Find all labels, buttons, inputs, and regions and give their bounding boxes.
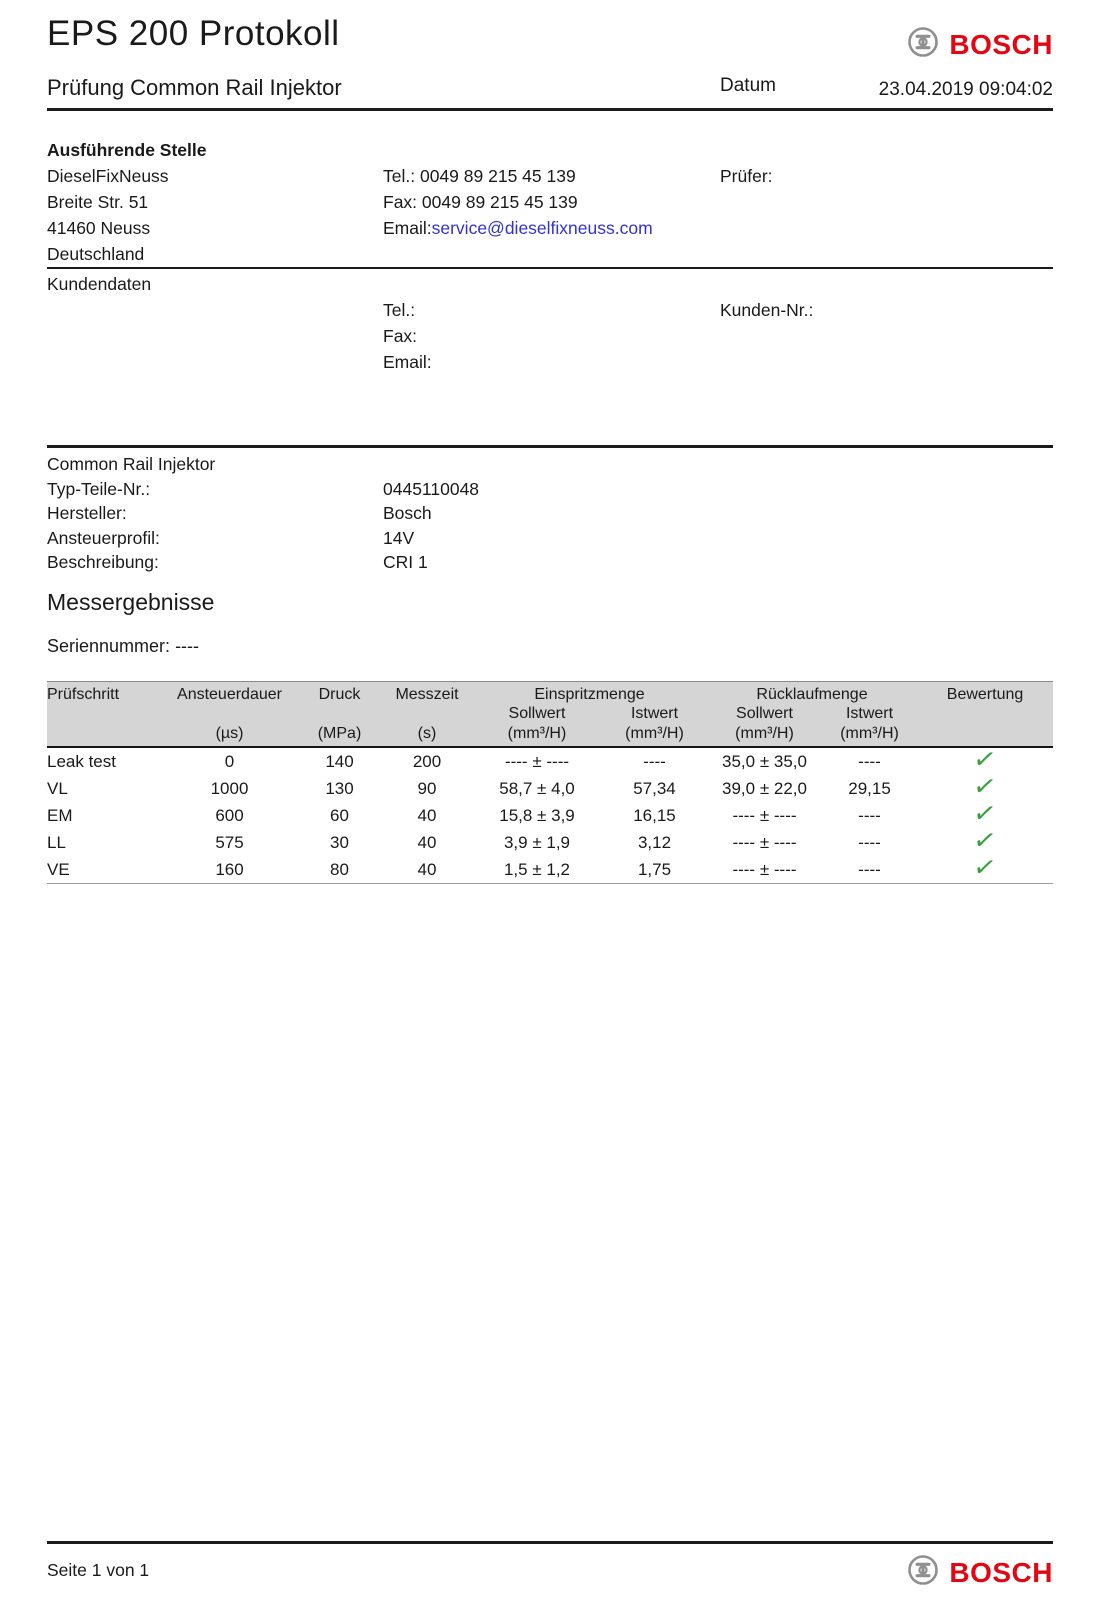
drive-profile-label: Ansteuerprofil:	[47, 527, 160, 548]
email-line: Email:service@dieselfixneuss.com	[383, 218, 653, 238]
address-line: Deutschland	[47, 244, 145, 264]
footer-divider	[47, 1541, 1053, 1544]
cell-injection-actual: 57,34	[633, 778, 676, 798]
cell-step: VE	[47, 856, 162, 884]
manufacturer-label: Hersteller:	[47, 503, 127, 523]
col-subheader-actual: Istwert	[630, 704, 679, 722]
document-header	[47, 14, 1053, 63]
executing-office-heading: Ausführende Stelle	[47, 140, 207, 160]
cell-pressure: 130	[325, 778, 354, 798]
cell-duration: 160	[162, 856, 297, 884]
cell-time: 40	[382, 856, 472, 884]
col-subheader-setpoint: Sollwert	[736, 704, 793, 722]
bosch-logo-footer	[907, 1554, 1053, 1591]
unit-flow: (mm³/H)	[472, 723, 602, 747]
fax-line: Fax: 0049 89 215 45 139	[383, 192, 578, 212]
col-header-rating: Bewertung	[917, 681, 1053, 704]
cell-return-actual: ----	[858, 751, 881, 771]
cell-step: EM	[47, 805, 73, 825]
address-line: DieselFixNeuss	[47, 166, 169, 186]
page-subtitle: Prüfung Common Rail Injektor	[47, 75, 342, 100]
customer-contact	[383, 297, 720, 375]
results-heading: Messergebnisse	[47, 588, 215, 615]
address-line: 41460 Neuss	[47, 218, 151, 238]
cell-rating	[917, 850, 1053, 884]
cell-pressure: 60	[330, 805, 349, 825]
cell-return-actual: ----	[822, 856, 917, 884]
cell-injection-actual: 1,75	[602, 856, 707, 884]
customer-heading: Kundendaten	[47, 274, 152, 294]
serial-number-line: Seriennummer: ----	[47, 635, 200, 656]
col-header-pressure: Druck	[297, 681, 382, 704]
cell-return-setpoint: 35,0 ± 35,0	[722, 751, 807, 771]
cell-injection-actual: ----	[643, 751, 666, 771]
cell-time: 40	[417, 805, 437, 825]
customer-address-empty	[47, 297, 383, 375]
pass-check-icon: ✓	[971, 823, 999, 856]
results-table-header	[47, 681, 1053, 747]
subtitle-row	[47, 75, 1053, 101]
bosch-logo	[907, 26, 1053, 63]
cell-injection-setpoint: 58,7 ± 4,0	[499, 778, 575, 798]
examiner-label: Prüfer:	[720, 166, 773, 186]
cell-return-actual: 29,15	[848, 778, 891, 798]
page-title: EPS 200 Protokoll	[47, 14, 340, 53]
cell-time: 90	[417, 778, 437, 798]
customer-section	[47, 271, 1053, 375]
cell-pressure: 80	[297, 856, 382, 884]
bosch-wordmark: BOSCH	[949, 28, 1053, 60]
cell-injection-setpoint: 1,5 ± 1,2	[472, 856, 602, 884]
unit-duration: (µs)	[162, 723, 297, 747]
date-label: Datum	[720, 75, 776, 96]
col-header-return: Rücklaufmenge	[707, 681, 917, 704]
table-row	[47, 802, 1053, 829]
document-footer	[47, 1541, 1053, 1591]
examiner-column	[720, 163, 1053, 267]
drive-profile-value: 14V	[383, 527, 415, 548]
col-header-step: Prüfschritt	[47, 681, 162, 704]
cell-return-setpoint: 39,0 ± 22,0	[722, 778, 807, 798]
unit-flow: (mm³/H)	[602, 723, 707, 747]
cell-return-setpoint: ---- ± ----	[732, 805, 797, 825]
type-part-no-value: 0445110048	[383, 478, 480, 499]
injector-divider	[47, 445, 1053, 448]
tel-line: Tel.: 0049 89 215 45 139	[383, 166, 576, 186]
cell-return-setpoint: ---- ± ----	[732, 832, 797, 852]
date-value: 23.04.2019 09:04:02	[878, 79, 1053, 100]
address-line: Breite Str. 51	[47, 192, 149, 212]
cell-pressure: 30	[330, 832, 349, 852]
cell-injection-setpoint: 15,8 ± 3,9	[499, 805, 575, 825]
col-header-injection: Einspritzmenge	[472, 681, 707, 704]
pass-check-icon: ✓	[971, 769, 999, 802]
col-header-duration: Ansteuerdauer	[162, 681, 297, 704]
table-row	[47, 829, 1053, 856]
page-number: Seite 1 von 1	[47, 1560, 150, 1580]
unit-pressure: (MPa)	[297, 723, 382, 747]
table-row	[47, 775, 1053, 802]
executing-office-contact	[383, 163, 720, 267]
manufacturer-value: Bosch	[383, 503, 432, 523]
cell-duration: 1000	[210, 778, 249, 798]
pass-check-icon: ✓	[971, 742, 999, 775]
cell-step: VL	[47, 778, 68, 798]
cell-pressure: 140	[325, 751, 354, 771]
unit-flow: (mm³/H)	[822, 723, 917, 747]
cell-return-actual: ----	[858, 805, 881, 825]
col-subheader-setpoint: Sollwert	[508, 704, 566, 722]
cell-duration: 0	[224, 751, 235, 771]
customer-tel-label: Tel.:	[383, 300, 416, 320]
unit-flow: (mm³/H)	[707, 723, 822, 747]
cell-injection-actual: 3,12	[637, 832, 672, 852]
cell-duration: 600	[215, 805, 244, 825]
bosch-armature-icon	[907, 1554, 939, 1591]
table-row	[47, 747, 1053, 775]
pass-check-icon: ✓	[971, 796, 999, 829]
description-value: CRI 1	[383, 552, 428, 572]
description-label: Beschreibung:	[47, 552, 159, 572]
cell-step: LL	[47, 832, 66, 852]
unit-time: (s)	[382, 723, 472, 747]
bosch-wordmark: BOSCH	[949, 1556, 1053, 1588]
cell-injection-setpoint: 3,9 ± 1,9	[503, 832, 571, 852]
cell-step: Leak test	[47, 751, 116, 771]
header-divider	[47, 108, 1053, 111]
results-table	[47, 681, 1053, 884]
customer-fax-label: Fax:	[383, 326, 418, 346]
table-row	[47, 856, 1053, 884]
customer-email-label: Email:	[383, 352, 432, 372]
col-header-time: Messzeit	[382, 681, 472, 704]
executing-office-section	[47, 137, 1053, 267]
cell-return-setpoint: ---- ± ----	[707, 856, 822, 884]
customer-number-column	[720, 297, 1053, 375]
pass-check-icon: ✓	[971, 850, 999, 883]
cell-injection-setpoint: ---- ± ----	[504, 751, 570, 771]
cell-duration: 575	[215, 832, 244, 852]
cell-time: 40	[417, 832, 437, 852]
cell-time: 200	[412, 751, 442, 771]
executing-office-address	[47, 163, 383, 267]
col-subheader-actual: Istwert	[845, 704, 894, 722]
customer-number-label: Kunden-Nr.:	[720, 300, 814, 320]
cell-injection-actual: 16,15	[633, 805, 676, 825]
injector-heading: Common Rail Injektor	[47, 454, 216, 474]
type-part-no-label: Typ-Teile-Nr.:	[47, 478, 151, 499]
injector-section	[47, 452, 1053, 575]
email-link[interactable]: service@dieselfixneuss.com	[431, 218, 653, 238]
section-divider	[47, 267, 1053, 269]
cell-return-actual: ----	[858, 832, 881, 852]
bosch-armature-icon	[907, 26, 939, 63]
